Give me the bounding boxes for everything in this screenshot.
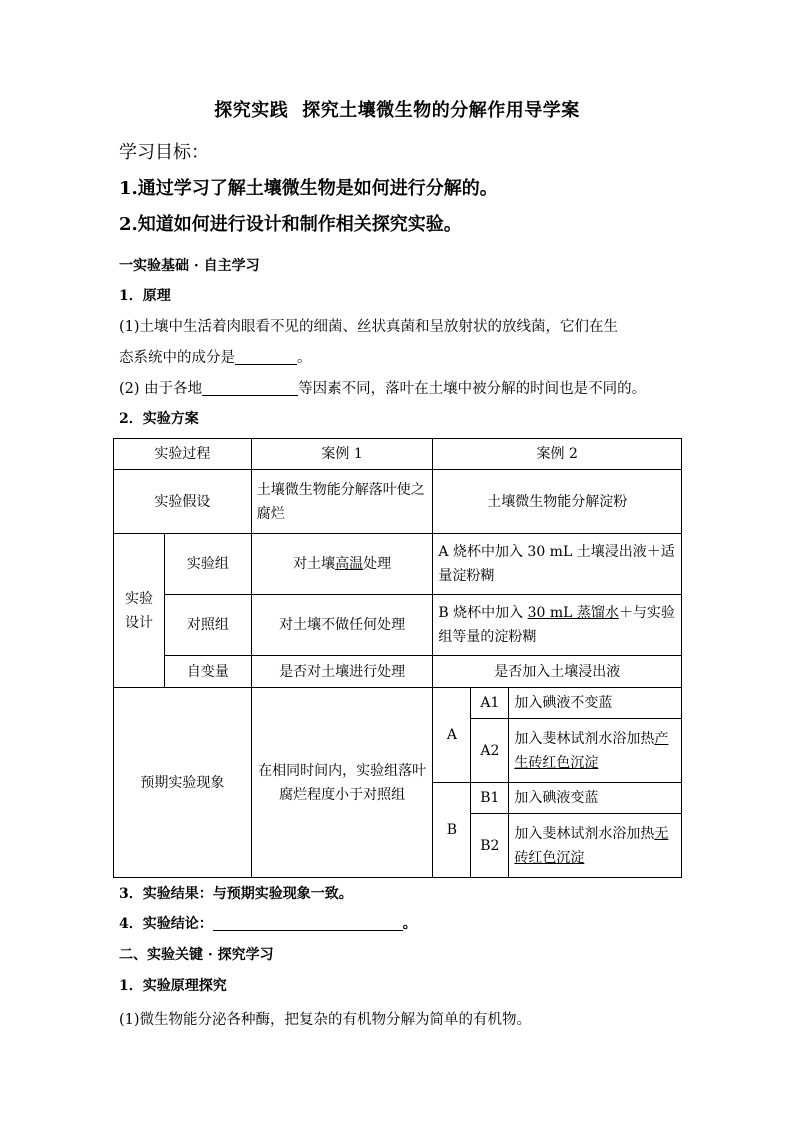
section2-heading: 二、实验关键 · 探究学习 <box>119 947 274 963</box>
b1-label: B1 <box>471 783 509 814</box>
variable-label: 自变量 <box>164 656 251 688</box>
objective-2: 2.知道如何进行设计和制作相关探究实验。 <box>119 214 462 235</box>
expected-case1: 在相同时间内，实验组落叶腐烂程度小于对照组 <box>251 688 433 878</box>
plan-heading: 2．实验方案 <box>119 411 199 427</box>
hypothesis-label: 实验假设 <box>114 470 252 534</box>
variable-case2: 是否加入土壤浸出液 <box>433 656 682 688</box>
principle-item1-line1: (1)土壤中生活着肉眼看不见的细菌、丝状真菌和呈放射状的放线菌，它们在生 <box>119 319 619 335</box>
group-b-label: B <box>433 783 471 878</box>
principle-heading: 1．原理 <box>119 288 171 304</box>
page-title: 探究实践 探究土壤微生物的分解作用导学案 <box>214 100 580 121</box>
exp-case2: A 烧杯中加入 30 mL 土壤浸出液＋适量淀粉糊 <box>433 534 682 595</box>
principle-item2: (2) 由于各地 等因素不同，落叶在土壤中被分解的时间也是不同的。 <box>119 381 647 397</box>
b2-result: 加入斐林试剂水浴加热无砖红色沉淀 <box>509 814 682 878</box>
b1-result: 加入碘液变蓝 <box>509 783 682 814</box>
experiment-table <box>113 438 682 878</box>
group-a-label: A <box>433 688 471 783</box>
a1-result: 加入碘液不变蓝 <box>509 688 682 719</box>
objectives-heading: 学习目标： <box>119 142 209 163</box>
ctrl-case2: B 烧杯中加入 30 mL 蒸馏水＋与实验组等量的淀粉糊 <box>433 595 682 656</box>
expected-label: 预期实验现象 <box>114 688 252 878</box>
variable-case1: 是否对土壤进行处理 <box>251 656 433 688</box>
exp-group-label: 实验组 <box>164 534 251 595</box>
hypothesis-case2: 土壤微生物能分解淀粉 <box>433 470 682 534</box>
answer-blank-2[interactable] <box>202 380 298 396</box>
objective-1: 1.通过学习了解土壤微生物是如何进行分解的。 <box>119 178 498 199</box>
section2-principle-heading: 1．实验原理探究 <box>119 978 227 994</box>
ctrl-case1: 对土壤不做任何处理 <box>251 595 433 656</box>
exp-case1: 对土壤高温处理 <box>251 534 433 595</box>
header-case1: 案例 1 <box>251 439 433 470</box>
results-line: 3．实验结果：与预期实验现象一致。 <box>119 886 353 902</box>
answer-blank-1[interactable] <box>235 349 297 365</box>
hypothesis-case1: 土壤微生物能分解落叶使之腐烂 <box>251 470 433 534</box>
conclusion-line: 4．实验结论： 。 <box>119 916 417 932</box>
a1-label: A1 <box>471 688 509 719</box>
b2-label: B2 <box>471 814 509 878</box>
design-label: 实验设计 <box>114 534 165 688</box>
conclusion-blank[interactable] <box>213 915 403 931</box>
principle-item1-line2: 态系统中的成分是 。 <box>119 350 312 366</box>
section1-heading: 一实验基础 · 自主学习 <box>119 258 260 274</box>
section2-item1: (1)微生物能分泌各种酶，把复杂的有机物分解为简单的有机物。 <box>119 1012 532 1028</box>
header-case2: 案例 2 <box>433 439 682 470</box>
a2-result: 加入斐林试剂水浴加热产生砖红色沉淀 <box>509 719 682 783</box>
ctrl-group-label: 对照组 <box>164 595 251 656</box>
header-process: 实验过程 <box>114 439 252 470</box>
a2-label: A2 <box>471 719 509 783</box>
